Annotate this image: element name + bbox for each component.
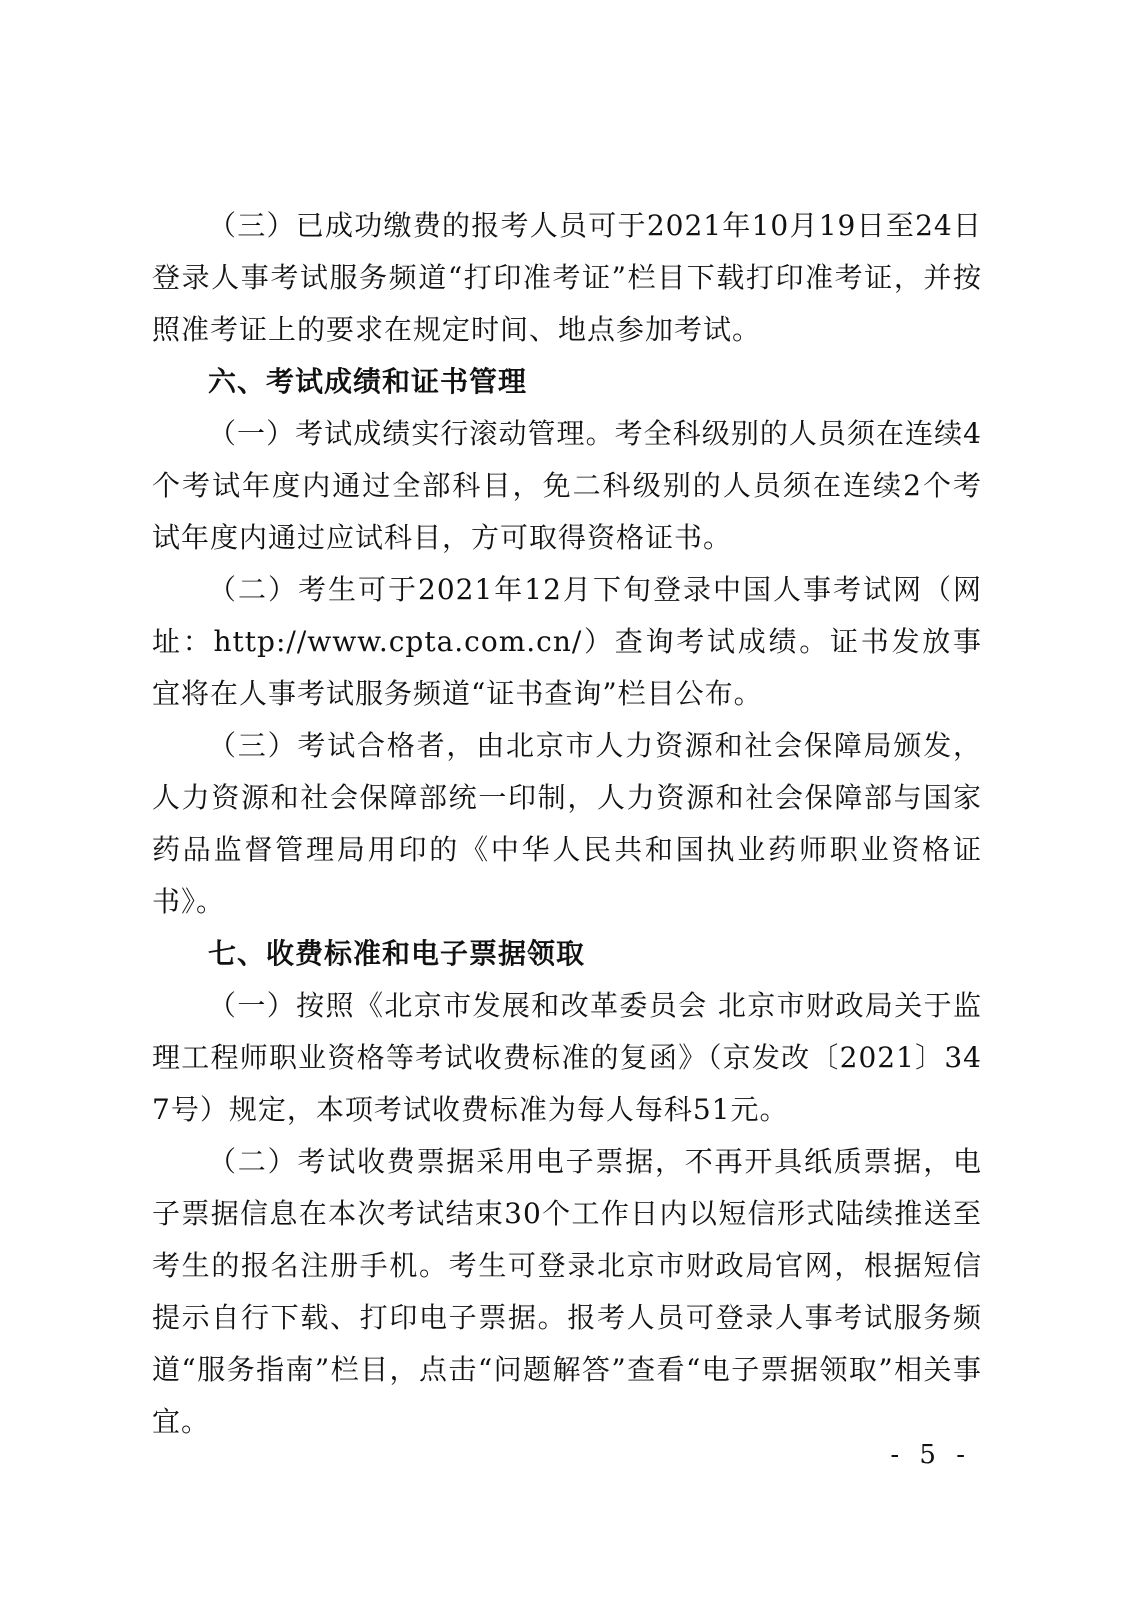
paragraph-score-query: （二）考生可于2021年12月下旬登录中国人事考试网（网址：http://www.cpta.com.cn/）查询考试成绩。证书发放事宜将在人事考试服务频道“证书查询”栏目公布。	[152, 573, 982, 710]
paragraph-fee-standard: （一）按照《北京市发展和改革委员会 北京市财政局关于监理工程师职业资格等考试收费标准的复函》（京发改〔2021〕347号）规定，本项考试收费标准为每人每科51元。	[152, 989, 982, 1126]
paragraph-rolling-management: （一）考试成绩实行滚动管理。考全科级别的人员须在连续4个考试年度内通过全部科目，免二科级别的人员须在连续2个考试年度内通过应试科目，方可取得资格证书。	[152, 417, 982, 554]
paragraph-electronic-receipts: （二）考试收费票据采用电子票据，不再开具纸质票据，电子票据信息在本次考试结束30个工作日内以短信形式陆续推送至考生的报名注册手机。考生可登录北京市财政局官网，根据短信提示自行下载、打印电子票据。报考人员可登录人事考试服务频道“服务指南”栏目，点击“问题解答”查看“电子票据领取”相关事宜。	[152, 1145, 982, 1438]
section-heading-fees-receipts: 七、收费标准和电子票据领取	[208, 937, 586, 970]
paragraph-admission-ticket: （三）已成功缴费的报考人员可于2021年10月19日至24日登录人事考试服务频道“打印准考证”栏目下载打印准考证，并按照准考证上的要求在规定时间、地点参加考试。	[152, 209, 982, 346]
document-body	[152, 200, 982, 1448]
section-heading-scores-certificates: 六、考试成绩和证书管理	[208, 365, 528, 398]
paragraph-certificate-issuance: （三）考试合格者，由北京市人力资源和社会保障局颁发，人力资源和社会保障部统一印制，人力资源和社会保障部与国家药品监督管理局用印的《中华人民共和国执业药师职业资格证书》。	[152, 729, 982, 918]
page-number: - 5 -	[890, 1440, 971, 1470]
